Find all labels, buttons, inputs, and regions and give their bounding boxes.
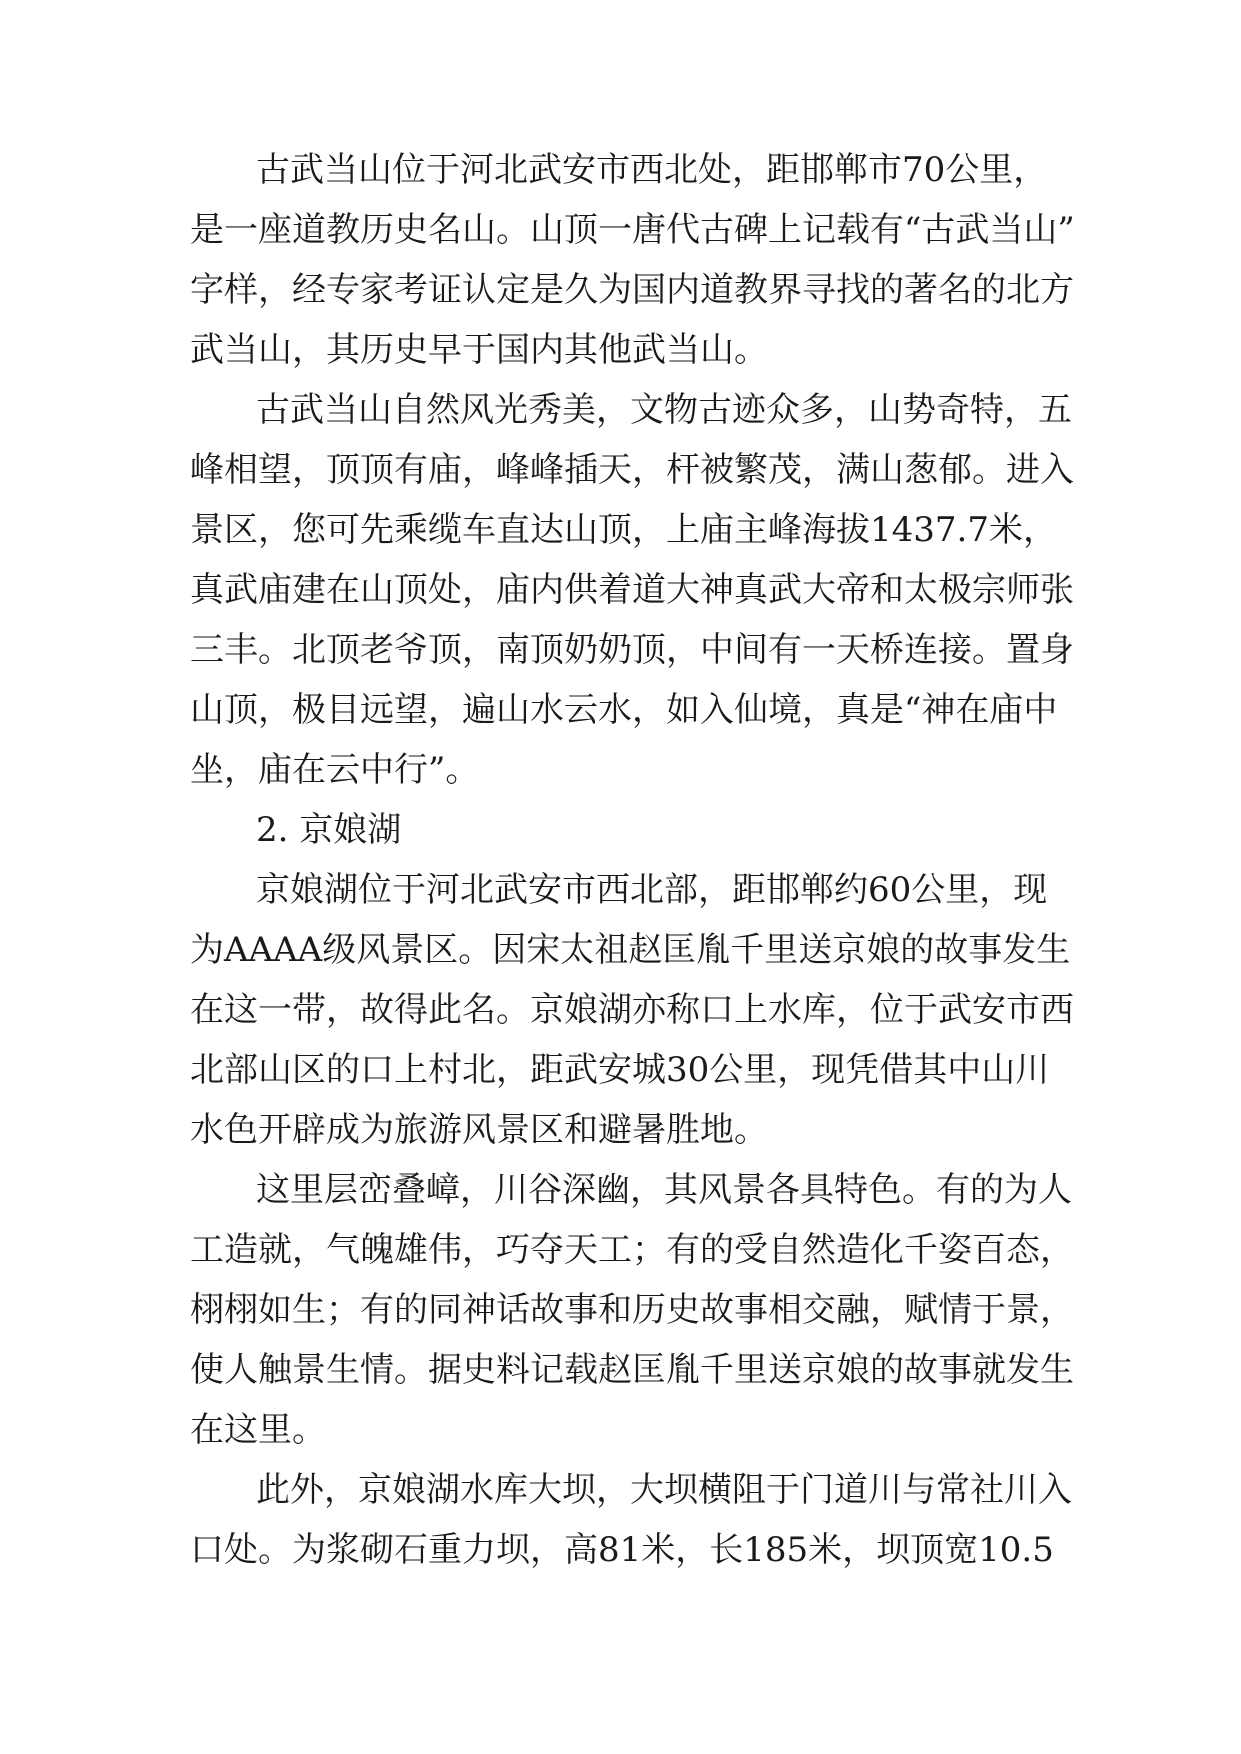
- text-line: 三丰。北顶老爷顶，南顶奶奶顶，中间有一天桥连接。置身: [190, 630, 1074, 670]
- text-line: 景区，您可先乘缆车直达山顶，上庙主峰海拔1437.7米，: [190, 510, 1057, 550]
- text-line: 古武当山位于河北武安市西北处，距邯郸市70公里，: [256, 150, 1048, 190]
- text-line: 使人触景生情。据史料记载赵匡胤千里送京娘的故事就发生: [190, 1350, 1074, 1390]
- text-line: 京娘湖位于河北武安市西北部，距邯郸约60公里，现: [256, 870, 1048, 910]
- text-line: 口处。为浆砌石重力坝，高81米，长185米，坝顶宽10.5: [190, 1530, 1054, 1570]
- text-line: 真武庙建在山顶处，庙内供着道大神真武大帝和太极宗师张: [190, 570, 1074, 610]
- text-line: 在这里。: [190, 1410, 326, 1450]
- section-heading: 2. 京娘湖: [256, 810, 402, 850]
- text-line: 为AAAA级风景区。因宋太祖赵匡胤千里送京娘的故事发生: [190, 930, 1071, 970]
- text-line: 工造就，气魄雄伟，巧夺天工；有的受自然造化千姿百态，: [190, 1230, 1074, 1270]
- text-line: 这里层峦叠嶂，川谷深幽，其风景各具特色。有的为人: [256, 1170, 1072, 1210]
- text-line: 此外，京娘湖水库大坝，大坝横阻于门道川与常社川入: [256, 1470, 1072, 1510]
- text-line: 北部山区的口上村北，距武安城30公里，现凭借其中山川: [190, 1050, 1050, 1090]
- text-line: 是一座道教历史名山。山顶一唐代古碑上记载有“古武当山”: [190, 210, 1075, 250]
- text-line: 峰相望，顶顶有庙，峰峰插天，杆被繁茂，满山葱郁。进入: [190, 450, 1074, 490]
- text-line: 武当山，其历史早于国内其他武当山。: [190, 330, 768, 370]
- text-line: 山顶，极目远望，遍山水云水，如入仙境，真是“神在庙中: [190, 690, 1058, 730]
- text-line: 在这一带，故得此名。京娘湖亦称口上水库，位于武安市西: [190, 990, 1074, 1030]
- text-line: 栩栩如生；有的同神话故事和历史故事相交融，赋情于景，: [190, 1290, 1074, 1330]
- text-line: 古武当山自然风光秀美，文物古迹众多，山势奇特，五: [256, 390, 1072, 430]
- text-line: 字样，经专家考证认定是久为国内道教界寻找的著名的北方: [190, 270, 1074, 310]
- text-line: 坐，庙在云中行”。: [190, 750, 480, 790]
- text-line: 水色开辟成为旅游风景区和避暑胜地。: [190, 1110, 768, 1150]
